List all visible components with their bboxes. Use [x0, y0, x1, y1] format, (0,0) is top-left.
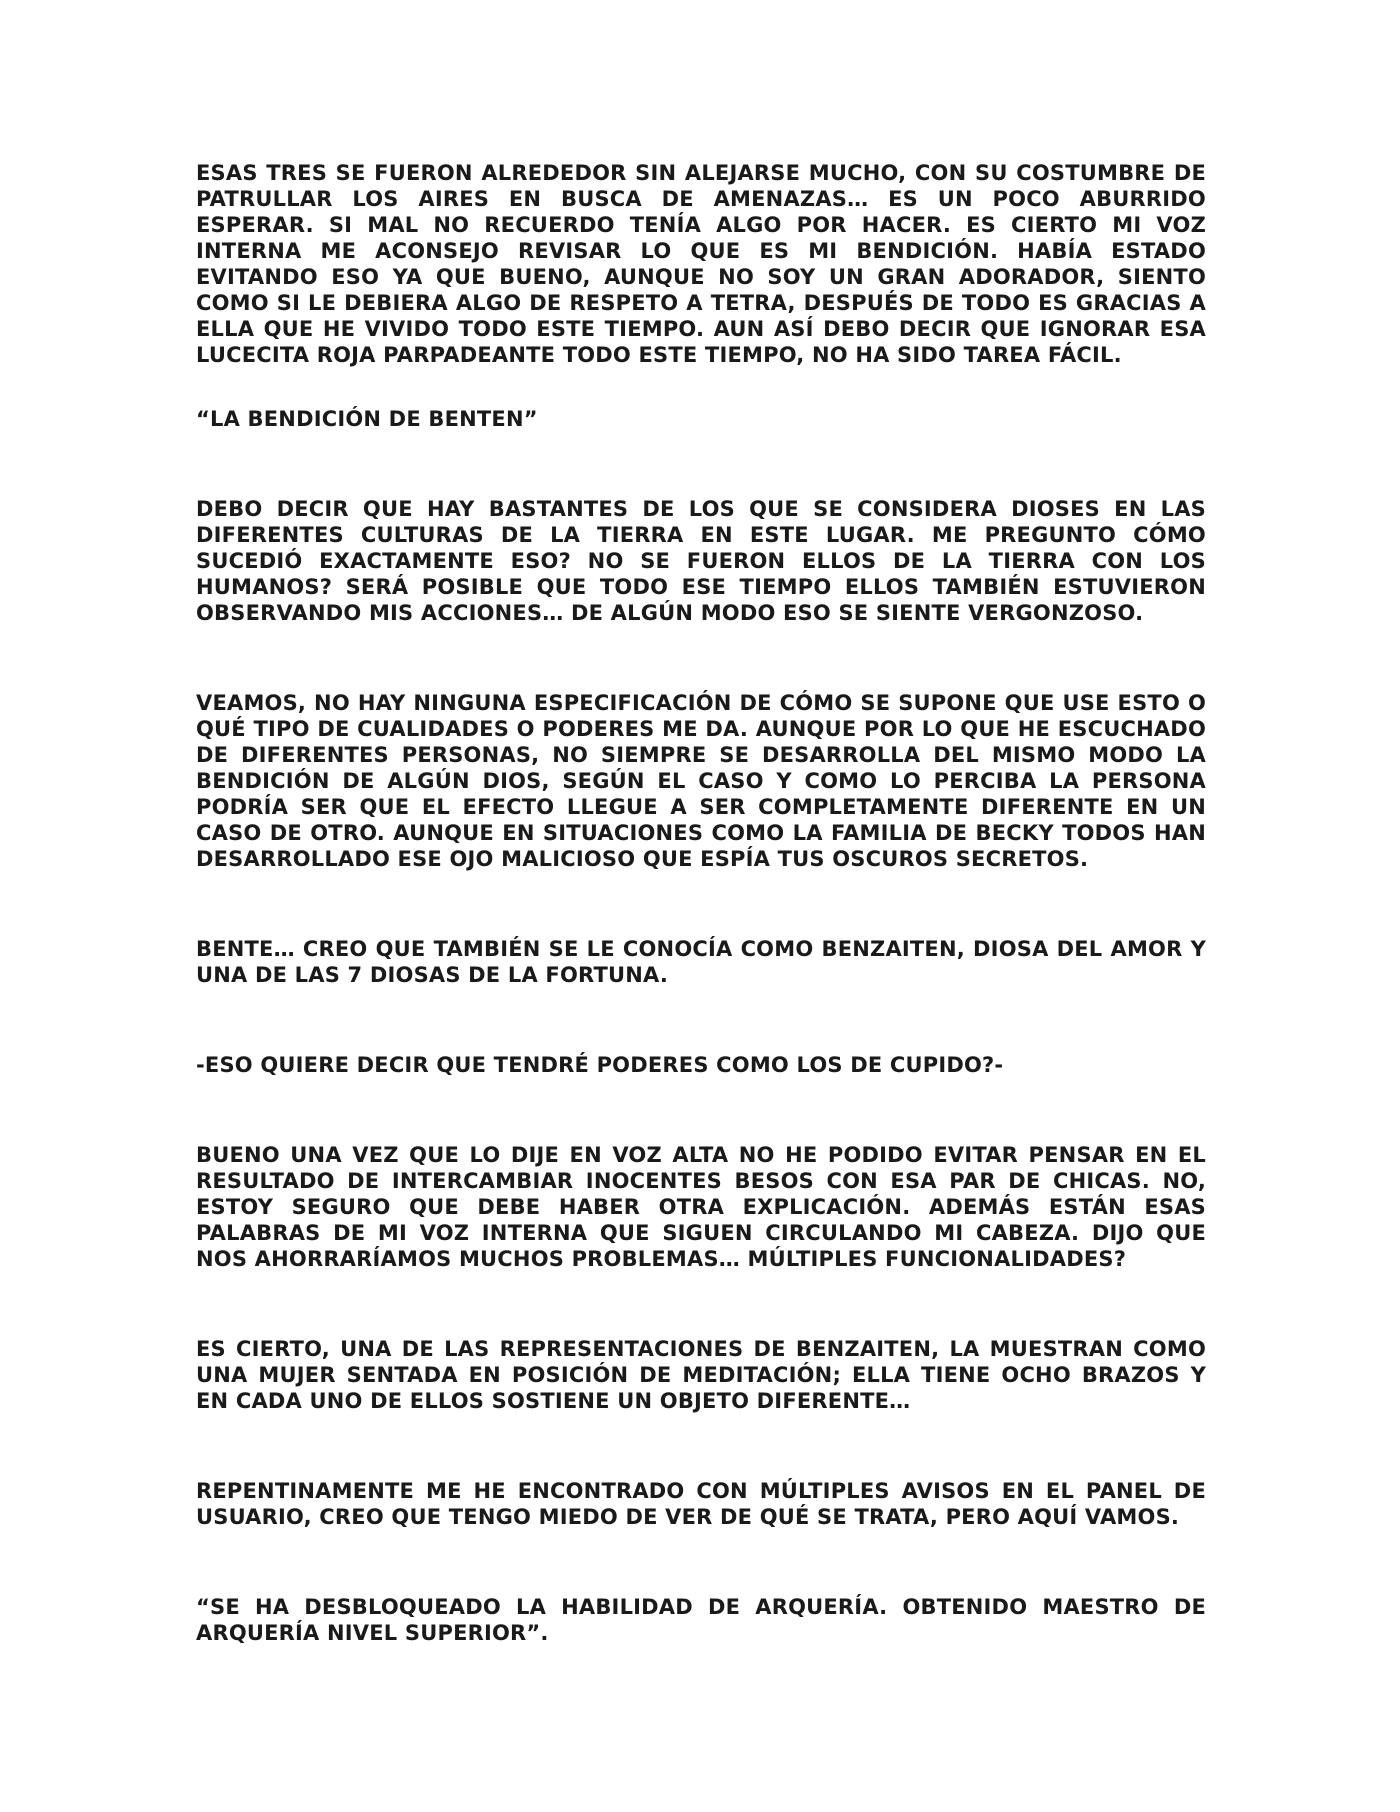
paragraph-3: DEBO DECIR QUE HAY BASTANTES DE LOS QUE SE CONSIDERA DIOSES EN LAS DIFERENTES CULTURAS DE LA TIERRA EN ESTE LUGAR. ME PREGUNTO CÓMO SUCEDIÓ EXACTAMENTE ESO? NO SE FUERON ELLOS DE LA TIERRA CON LOS HUMANOS? SERÁ POSIBLE QUE TODO ESE TIEMPO ELLOS TAMBIÉN ESTUVIERON OBSERVANDO MIS ACCIONES… DE ALGÚN MODO ESO SE SIENTE VERGONZOSO. [196, 497, 1206, 625]
paragraph-8: ES CIERTO, UNA DE LAS REPRESENTACIONES DE BENZAITEN, LA MUESTRAN COMO UNA MUJER SENTADA EN POSICIÓN DE MEDITACIÓN; ELLA TIENE OCHO BRAZOS Y EN CADA UNO DE ELLOS SOSTIENE UN OBJETO DIFERENTE… [196, 1337, 1206, 1413]
paragraph-9: REPENTINAMENTE ME HE ENCONTRADO CON MÚLTIPLES AVISOS EN EL PANEL DE USUARIO, CREO QUE TENGO MIEDO DE VER DE QUÉ SE TRATA, PERO AQUÍ VAMOS. [196, 1479, 1206, 1529]
paragraph-1: ESAS TRES SE FUERON ALREDEDOR SIN ALEJARSE MUCHO, CON SU COSTUMBRE DE PATRULLAR LOS AIRES EN BUSCA DE AMENAZAS… ES UN POCO ABURRIDO ESPERAR. SI MAL NO RECUERDO TENÍA ALGO POR HACER. ES CIERTO MI VOZ INTERNA ME ACONSEJO REVISAR LO QUE ES MI BENDICIÓN. HABÍA ESTADO EVITANDO ESO YA QUE BUENO, AUNQUE NO SOY UN GRAN ADORADOR, SIENTO COMO SI LE DEBIERA ALGO DE RESPETO A TETRA, DESPUÉS DE TODO ES GRACIAS A ELLA QUE HE VIVIDO TODO ESTE TIEMPO. AUN ASÍ DEBO DECIR QUE IGNORAR ESA LUCECITA ROJA PARPADEANTE TODO ESTE TIEMPO, NO HA SIDO TAREA FÁCIL. [196, 161, 1206, 367]
paragraph-4: VEAMOS, NO HAY NINGUNA ESPECIFICACIÓN DE CÓMO SE SUPONE QUE USE ESTO O QUÉ TIPO DE CUALIDADES O PODERES ME DA. AUNQUE POR LO QUE HE ESCUCHADO DE DIFERENTES PERSONAS, NO SIEMPRE SE DESARROLLA DEL MISMO MODO LA BENDICIÓN DE ALGÚN DIOS, SEGÚN EL CASO Y COMO LO PERCIBA LA PERSONA PODRÍA SER QUE EL EFECTO LLEGUE A SER COMPLETAMENTE DIFERENTE EN UN CASO DE OTRO. AUNQUE EN SITUACIONES COMO LA FAMILIA DE BECKY TODOS HAN DESARROLLADO ESE OJO MALICIOSO QUE ESPÍA TUS OSCUROS SECRETOS. [196, 691, 1206, 871]
paragraph-2-heading: “LA BENDICIÓN DE BENTEN” [196, 407, 538, 431]
paragraph-6-dialogue: -ESO QUIERE DECIR QUE TENDRÉ PODERES COMO LOS DE CUPIDO?- [196, 1053, 1004, 1077]
paragraph-10-notice: “SE HA DESBLOQUEADO LA HABILIDAD DE ARQUERÍA. OBTENIDO MAESTRO DE ARQUERÍA NIVEL SUPERIOR”. [196, 1595, 1206, 1645]
paragraph-5: BENTE… CREO QUE TAMBIÉN SE LE CONOCÍA COMO BENZAITEN, DIOSA DEL AMOR Y UNA DE LAS 7 DIOSAS DE LA FORTUNA. [196, 937, 1206, 987]
paragraph-7: BUENO UNA VEZ QUE LO DIJE EN VOZ ALTA NO HE PODIDO EVITAR PENSAR EN EL RESULTADO DE INTERCAMBIAR INOCENTES BESOS CON ESA PAR DE CHICAS. NO, ESTOY SEGURO QUE DEBE HABER OTRA EXPLICACIÓN. ADEMÁS ESTÁN ESAS PALABRAS DE MI VOZ INTERNA QUE SIGUEN CIRCULANDO MI CABEZA. DIJO QUE NOS AHORRARÍAMOS MUCHOS PROBLEMAS… MÚLTIPLES FUNCIONALIDADES? [196, 1143, 1206, 1271]
